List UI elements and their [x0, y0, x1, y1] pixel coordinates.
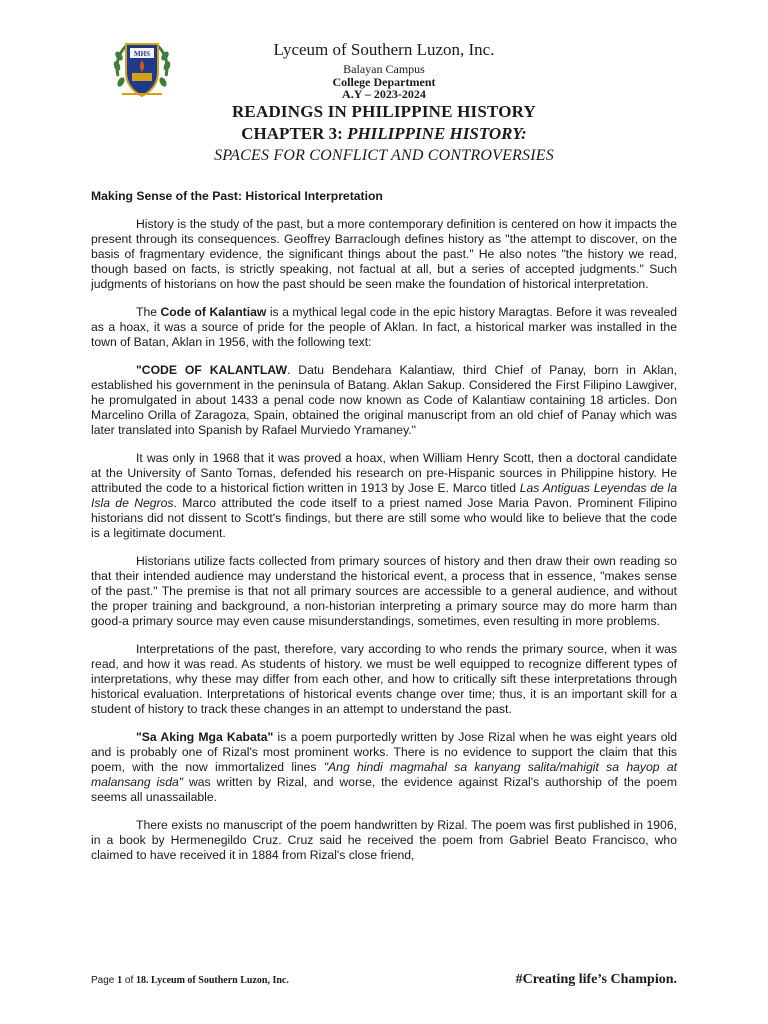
paragraph-marker-quote: "CODE OF KALANTLAW. Datu Bendehara Kalantiaw, third Chief of Panay, born in Aklan, established his government in the peninsula of Batang. Aklan Sakup. Considered the First Filipino Lawgiver, he promulgated in about 1433 a penal code now known as Code of Kalantiaw containing 18 articles. Don Marcelino Orilla of Zaragoza, Spain, obtained the original manuscript from an old chief of Panay which was later translated into Spanish by Rafael Murviedo Yramaney." [91, 363, 678, 437]
academic-year: A.Y – 2023-2024 [342, 87, 426, 101]
book-title: Las Antiguas Leyendas de la Isla de Negros [91, 481, 678, 510]
footer-org: . Lyceum of Southern Luzon, Inc. [146, 975, 289, 986]
paragraph-history-definition: History is the study of the past, but a more contemporary definition is centered on how it impacts the present through its consequences. Geoffrey Barraclough defines history as "the attempt to discover, on the basis of fragmentary evidence, the significant things about the past." He also notes "the history we read, though based on facts, is strictly speaking, not factual at all, but a series of accepted judgments." Such judgments of historians on how the past should be seen make the foundation of historical interpretation. [91, 217, 677, 291]
svg-text:MHS: MHS [134, 50, 150, 58]
paragraph-hoax: It was only in 1968 that it was proved a hoax, when William Henry Scott, then a doctoral candidate at the University of Santo Tomas, defended his research on pre-Hispanic sources in Philippine history. He attributed the code to a historical fiction written in 1913 by Jose E. Marco titled Las Antiguas Leyendas de la Isla de Negros. Marco attributed the code itself to a priest named Jose Maria Pavon. Prominent Filipino historians did not dissent to Scott's findings, but there are still some who would like to believe that the code is a legitimate document. [91, 451, 678, 540]
section-heading: Making Sense of the Past: Historical Interpretation [91, 189, 383, 203]
chapter-heading [0, 124, 768, 144]
course-title: READINGS IN PHILIPPINE HISTORY [231, 102, 537, 121]
department-name: College Department [332, 75, 436, 89]
poem-title: "Sa Aking Mga Kabata" [136, 730, 274, 744]
chapter-label: CHAPTER 3: [241, 124, 348, 143]
page-indicator: Page 1 of 18. Lyceum of Southern Luzon, Inc. [91, 975, 289, 986]
term-code-of-kalantiaw: Code of Kalantiaw [160, 305, 267, 319]
marker-title: "CODE OF KALANTLAW [136, 363, 287, 377]
school-name: Lyceum of Southern Luzon, Inc. [273, 40, 495, 59]
paragraph-sa-aking-mga-kabata: "Sa Aking Mga Kabata" is a poem purportedly written by Jose Rizal when he was eight years old and is probably one of Rizal's most prominent works. There is no evidence to support the claim that this poem, with the now immortalized lines "Ang hindi magmahal sa kanyang salita/mahigit sa hayop at malansang isda" was written by Rizal, and worse, the evidence against Rizal's authorship of the poem seems all unassailable. [91, 730, 677, 804]
tagline: #Creating life’s Champion. [515, 972, 677, 987]
poem-lines: "Ang hindi magmahal sa kanyang salita/mahigit sa hayop at malansang isda" [91, 760, 677, 789]
chapter-subtitle: SPACES FOR CONFLICT AND CONTROVERSIES [214, 147, 554, 164]
chapter-title: PHILIPPINE HISTORY: [347, 124, 527, 143]
paragraph-interpretations: Interpretations of the past, therefore, vary according to who rends the primary source, when it was read, and how it was read. As students of history. we must be well equipped to recognize different types of interpretations, why these may differ from each other, and how to critically sift these interpretations through historical evaluation. Interpretations of historical events change over time; thus, it is an important skill for a student of history to track these changes in an attempt to understand the past. [91, 642, 677, 716]
paragraph-historians: Historians utilize facts collected from primary sources of history and then draw their own reading so that their intended audience may understand the historical event, a process that in essence, "makes sense of the past." The premise is that not all primary sources are accessible to a general audience, and without the proper training and background, a non-historian interpreting a primary source may do more harm than good-a primary source may even cause misunderstandings, sometimes, even resulting in more problems. [91, 554, 677, 628]
paragraph-manuscript: There exists no manuscript of the poem handwritten by Rizal. The poem was first published in 1906, in a book by Hermenegildo Cruz. Cruz said he received the poem from Gabriel Beato Francisco, who claimed to have received it in 1884 from Rizal's close friend, [91, 818, 677, 862]
total-pages: 18 [136, 975, 147, 986]
campus-name: Balayan Campus [343, 62, 425, 76]
document-body [91, 189, 677, 876]
page-footer [91, 972, 677, 992]
paragraph-code-of-kalantiaw: The Code of Kalantiaw is a mythical legal code in the epic history Maragtas. Before it was revealed as a hoax, it was a source of pride for the people of Aklan. In fact, a historical marker was installed in the town of Batan, Aklan in 1956, with the following text: [91, 305, 678, 349]
current-page: 1 [117, 975, 123, 986]
page-header [0, 34, 768, 164]
